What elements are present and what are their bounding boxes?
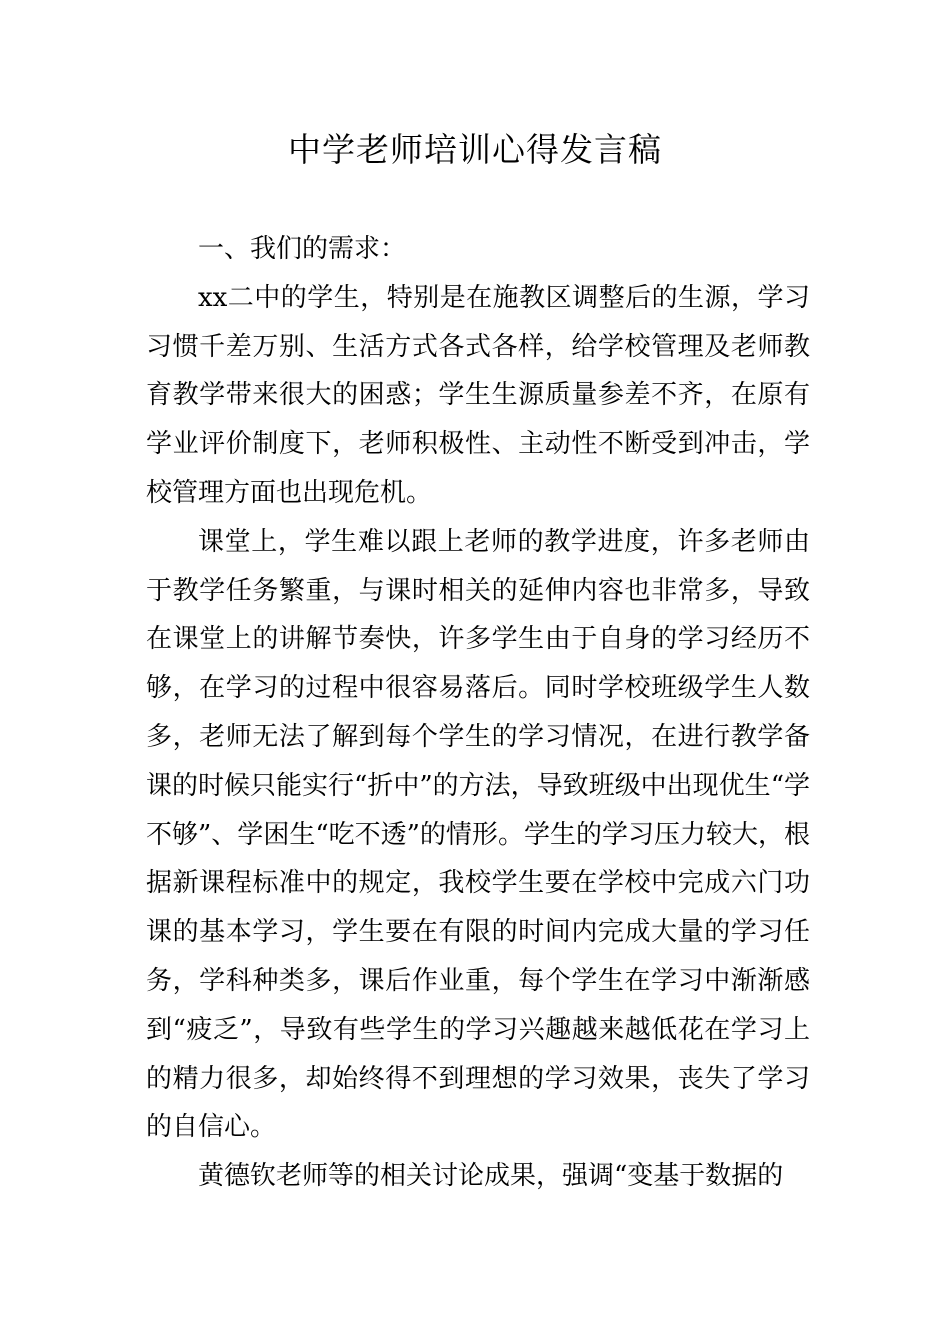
document-body — [146, 225, 810, 1201]
paragraph-2: 课堂上，学生难以跟上老师的教学进度，许多老师由于教学任务繁重，与课时相关的延伸内容也非常多，导致在课堂上的讲解节奏快，许多学生由于自身的学习经历不够，在学习的过程中很容易落后。同时学校班级学生人数多，老师无法了解到每个学生的学习情况，在进行教学备课的时候只能实行“折中”的方法，导致班级中出现优生“学不够”、学困生“吃不透”的情形。学生的学习压力较大，根据新课程标准中的规定，我校学生要在学校中完成六门功课的基本学习，学生要在有限的时间内完成大量的学习任务，学科种类多，课后作业重，每个学生在学习中渐渐感到“疲乏”，导致有些学生的学习兴趣越来越低花在学习上的精力很多，却始终得不到理想的学习效果，丧失了学习的自信心。 — [146, 526, 810, 1143]
paragraph-3: 黄德钦老师等的相关讨论成果，强调“变基于数据的 — [198, 1161, 784, 1192]
paragraph-1: xx二中的学生，特别是在施教区调整后的生源，学习习惯千差万别、生活方式各式各样，给学校管理及老师教育教学带来很大的困惑；学生生源质量参差不齐，在原有学业评价制度下，老师积极性、主动性不断受到冲击，学校管理方面也出现危机。 — [146, 282, 810, 508]
document-title: 中学老师培训心得发言稿 — [288, 130, 662, 169]
section-heading: 一、我们的需求： — [198, 234, 407, 264]
